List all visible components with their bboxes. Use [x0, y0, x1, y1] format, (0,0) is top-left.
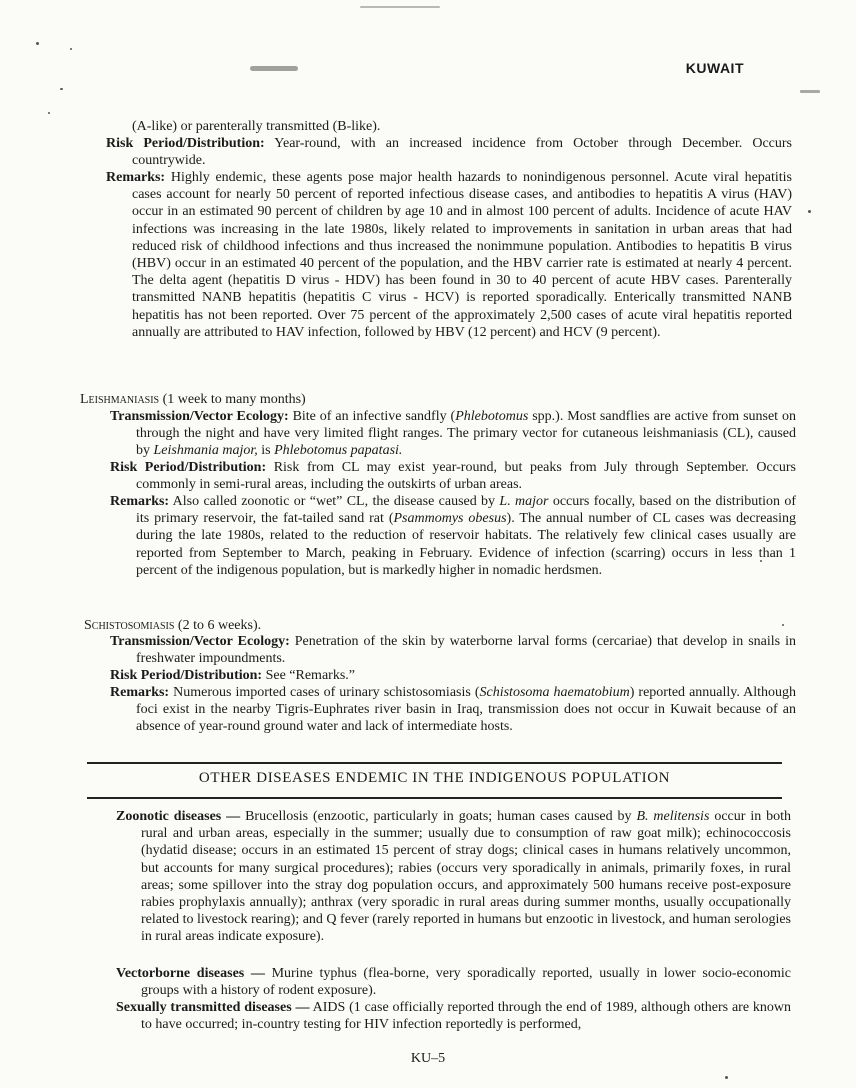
sexually-transmitted-diseases	[116, 999, 791, 1033]
country-header: KUWAIT	[685, 60, 744, 76]
vectorborne-text: Murine typhus (flea-borne, very sporadically reported, usually in lower socio-economic groups with a history of rodent exposure).	[141, 966, 792, 999]
scan-speck	[800, 90, 820, 93]
remarks-label: Remarks:	[110, 494, 170, 509]
tve-text: spp.). Most sandflies are active from sunset on through the night and have very limited flight ranges. The primary vector for cutaneous leishmaniasis (CL), caused by	[136, 409, 796, 459]
vectorborne-label: Vectorborne diseases —	[116, 966, 265, 981]
banner-rule-bottom	[87, 797, 782, 799]
species-name: B. melitensis	[636, 809, 710, 824]
zoonotic-text: Brucellosis (enzootic, particularly in goats; human cases caused by	[240, 809, 637, 824]
remarks-text: occurs focally, based on the distribution of its primary reservoir, the fat-tailed sand rat (	[136, 494, 797, 527]
species-name: Phlebotomus papatasi.	[274, 443, 403, 459]
scan-speck	[808, 210, 811, 213]
hepatitis-lead-line: (A-like) or parenterally transmitted (B-like).	[132, 119, 381, 134]
schistosomiasis-transmission	[110, 633, 796, 667]
banner-rule-top	[87, 762, 782, 764]
hepatitis-risk	[106, 135, 792, 169]
remarks-text: Numerous imported cases of urinary schistosomiasis (	[169, 685, 480, 700]
zoonotic-label: Zoonotic diseases —	[116, 809, 241, 824]
remarks-text: ) reported annually. Although foci exist in the nearby Tigris-Euphrates river basin in Iraq, transmission does not occur in Kuwait because of an absence of year-round ground water and lack of intermediate hosts.	[136, 685, 796, 735]
species-name: Leishmania major,	[153, 443, 258, 459]
scan-speck	[48, 112, 50, 114]
remarks-label: Remarks:	[106, 170, 166, 185]
section-title: Leishmaniasis	[80, 392, 160, 407]
risk-text: Risk from CL may exist year-round, but peaks from July through September. Occurs commonly in semi-rural areas, including the outskirts of urban areas.	[136, 460, 796, 493]
species-name: L. major	[499, 494, 549, 509]
schistosomiasis-heading	[84, 617, 784, 634]
zoonotic-text: occur in both rural and urban areas, especially in the summer; usually due to consumption of raw goat milk); echinococcosis (hydatid disease; occurs in an estimated 15 percent of stray dogs; clinical cases in humans relatively uncommon, but accounts for many surgical procedures); rabies (occurs very sporadically in animals, primarily foxes, in rural areas; some spillover into the stray dog population occurs, and approximately 500 humans receive post-exposure rabies prophylaxis annually); anthrax (very sporadic in rural areas during summer months, usually occupationally related to livestock rearing); and Q fever (rarely reported in humans but enzootic in livestock, and human serologies in rural areas indicate exposure).	[141, 809, 792, 945]
scan-speck	[250, 66, 298, 71]
remarks-text: Also called zoonotic or “wet” CL, the disease caused by	[169, 494, 500, 509]
section-duration: (2 to 6 weeks).	[174, 618, 262, 633]
std-label: Sexually transmitted diseases —	[116, 1000, 310, 1015]
species-name: Psammomys obesus	[393, 511, 507, 527]
page-number: KU–5	[410, 1051, 446, 1066]
tve-text: Penetration of the skin by waterborne larval forms (cercariae) that develop in snails in freshwater impoundments.	[136, 634, 796, 667]
leishmaniasis-risk	[110, 459, 796, 493]
scan-speck	[60, 88, 63, 90]
tve-text: Bite of an infective sandfly (	[288, 409, 456, 424]
zoonotic-diseases	[116, 808, 791, 946]
vectorborne-diseases	[116, 965, 791, 999]
leishmaniasis-transmission	[110, 408, 796, 460]
scan-speck	[360, 6, 440, 8]
risk-label: Risk Period/Distribution:	[110, 668, 263, 683]
scan-speck	[725, 1076, 728, 1079]
species-name: Schistosoma haematobium	[479, 685, 630, 700]
scan-speck	[70, 48, 72, 50]
scan-speck	[36, 42, 39, 45]
risk-text: Year-round, with an increased incidence from October through December. Occurs countrywide.	[132, 136, 792, 169]
tve-label: Transmission/Vector Ecology:	[110, 634, 290, 649]
other-diseases-banner: OTHER DISEASES ENDEMIC IN THE INDIGENOUS POPULATION	[198, 770, 671, 786]
tve-text: is	[257, 443, 275, 459]
remarks-text: ). The annual number of CL cases was decreasing during the late 1980s, related to the reduction of reservoir habitats. The relatively few clinical cases usually are reported from September to March, peaking in February. Evidence of infection (scarring) occurs in less than 1 percent of the indigenous population, but is markedly higher in nomadic herdsmen.	[136, 511, 796, 578]
leishmaniasis-heading	[80, 391, 780, 408]
genus-name: Phlebotomus	[455, 409, 529, 424]
tve-label: Transmission/Vector Ecology:	[110, 409, 289, 424]
schistosomiasis-remarks	[110, 684, 796, 736]
section-duration: (1 week to many months)	[159, 392, 306, 407]
risk-label: Risk Period/Distribution:	[110, 460, 267, 475]
risk-label: Risk Period/Distribution:	[106, 136, 265, 151]
risk-text: See “Remarks.”	[262, 668, 355, 683]
remarks-text: Highly endemic, these agents pose major health hazards to nonindigenous personnel. Acute viral hepatitis cases account for nearly 50 percent of reported infectious disease cases, and antibodies to hepatitis A virus (HAV) occur in an estimated 90 percent of children by age 10 and in almost 100 percent of adults. Incidence of acute HAV infections was increasing in the late 1980s, likely related to improvements in sanitation in urban areas that had reduced risk of childhood infections and thus increased the nonimmune population. Antibodies to hepatitis B virus (HBV) occur in an estimated 40 percent of the population, and the HBV carrier rate is estimated at nearly 4 percent. The delta agent (hepatitis D virus - HDV) has been found in 30 to 40 percent of acute HBV cases. Parenterally transmitted NANB hepatitis (hepatitis C virus - HCV) is reported sporadically. Enterically transmitted NANB hepatitis has not been reported. Over 75 percent of the approximately 2,500 cases of acute viral hepatitis reported annually are attributed to HAV infection, followed by HBV (12 percent) and HCV (9 percent).	[132, 170, 792, 340]
hepatitis-remarks	[106, 169, 792, 341]
std-text: AIDS (1 case officially reported through the end of 1989, although others are known to have occurred; in-country testing for HIV infection reportedly is performed,	[141, 1000, 791, 1033]
schistosomiasis-risk	[110, 667, 796, 684]
leishmaniasis-remarks	[110, 493, 796, 579]
section-title: Schistosomiasis	[84, 618, 175, 633]
remarks-label: Remarks:	[110, 685, 170, 700]
